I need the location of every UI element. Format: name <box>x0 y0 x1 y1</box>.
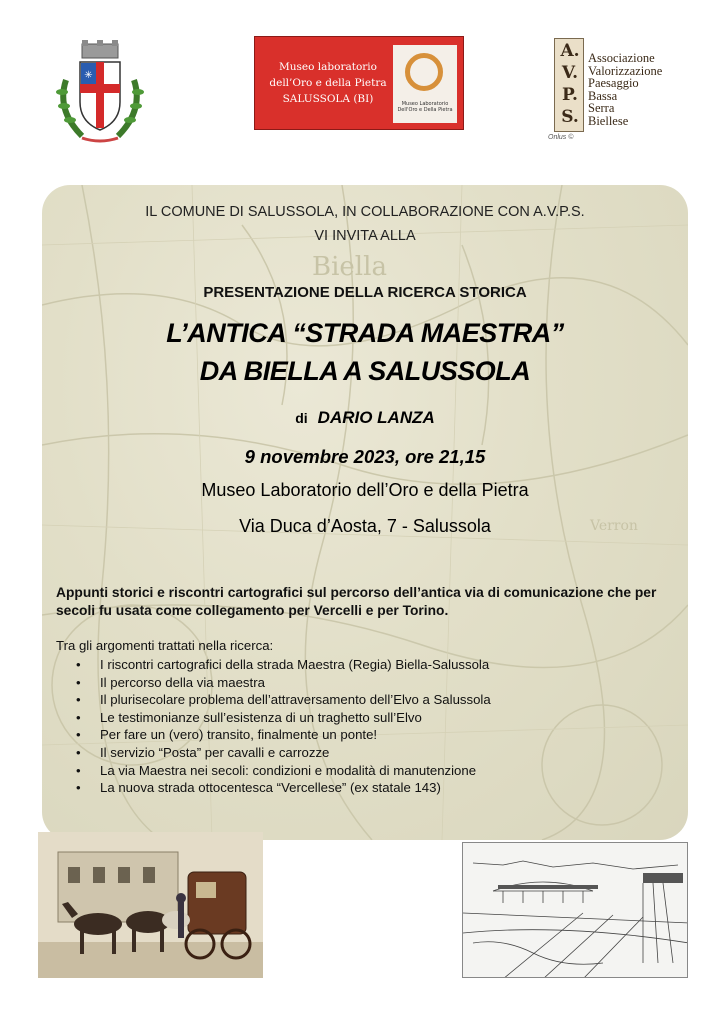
avps-word: Serra <box>588 101 615 115</box>
avps-logo <box>548 38 688 141</box>
avps-letter-column <box>554 38 584 132</box>
event-title-line-2: DA BIELLA A SALUSSOLA <box>199 356 531 386</box>
event-title-line-1: L’ANTICA “STRADA MAESTRA” <box>166 318 564 348</box>
event-date: 9 novembre 2023, ore 21,15 <box>244 446 486 467</box>
svg-text:✳: ✳ <box>84 70 93 81</box>
avps-words <box>588 52 662 127</box>
list-item: • La via Maestra nei secoli: condizioni e modalità di manutenzione <box>76 762 491 780</box>
avps-word: Paesaggio <box>588 76 639 90</box>
museo-logo-text <box>267 59 389 107</box>
museo-logo-line2: dell’Oro e della Pietra <box>269 77 387 89</box>
avps-word: Valorizzazione <box>588 63 663 78</box>
museo-laboratorio-logo <box>254 36 464 130</box>
museo-logo-line3: SALUSSOLA (BI) <box>282 93 374 105</box>
list-item: • I riscontri cartografici della strada Maestra (Regia) Biella-Salussola <box>76 656 491 674</box>
list-item: • Il servizio “Posta” per cavalli e carrozze <box>76 744 491 762</box>
topics-list <box>76 656 491 797</box>
presentation-heading: PRESENTAZIONE DELLA RICERCA STORICA <box>203 284 527 301</box>
author-line <box>42 408 688 428</box>
map-label-biella: Biella <box>312 252 387 282</box>
list-item: • Il plurisecolare problema dell’attraversamento dell’Elvo a Salussola <box>76 691 491 709</box>
topics-heading: Tra gli argomenti trattati nella ricerca: <box>56 638 274 653</box>
event-venue: Museo Laboratorio dell’Oro e della Pietra <box>201 480 529 500</box>
museo-logo-emblem <box>393 45 457 123</box>
list-item: • Il percorso della via maestra <box>76 674 491 692</box>
stagecoach-illustration <box>38 832 263 978</box>
avps-letter-p: P. <box>562 85 578 105</box>
bridge-sketch-illustration <box>462 842 688 978</box>
list-item: • Le testimonianze sull’esistenza di un traghetto sull’Elvo <box>76 709 491 727</box>
comune-coat-of-arms <box>52 40 148 150</box>
author-prefix: di <box>295 410 308 426</box>
abstract-paragraph: Appunti storici e riscontri cartografici sul percorso dell’antica via di comunicazione che per secoli fu usata come collegamento per Vercelli e per Torino. <box>56 585 657 618</box>
avps-word: Associazione <box>588 51 655 65</box>
invitation-line-1: IL COMUNE DI SALUSSOLA, IN COLLABORAZIONE CON A.V.P.S. <box>145 204 585 220</box>
avps-letter-a: A. <box>560 41 580 61</box>
museo-logo-small-text: Museo Laboratorio Dell'Oro e Della Pietra <box>397 101 453 113</box>
avps-letter-v: V. <box>561 63 579 83</box>
avps-signature: Onlus © <box>548 134 574 141</box>
avps-letter-s: S. <box>561 107 579 127</box>
museo-logo-line1: Museo laboratorio <box>279 61 377 73</box>
event-address: Via Duca d’Aosta, 7 - Salussola <box>239 516 491 536</box>
author-name: DARIO LANZA <box>317 408 435 427</box>
gold-ring-icon <box>405 53 443 91</box>
invitation-line-2: VI INVITA ALLA <box>314 228 416 244</box>
avps-word: Biellese <box>588 113 629 128</box>
avps-word: Bassa <box>588 88 618 103</box>
list-item: • Per fare un (vero) transito, finalmente un ponte! <box>76 726 491 744</box>
list-item: • La nuova strada ottocentesca “Vercellese” (ex statale 143) <box>76 779 491 797</box>
map-label-verrone: Verron <box>590 518 638 534</box>
